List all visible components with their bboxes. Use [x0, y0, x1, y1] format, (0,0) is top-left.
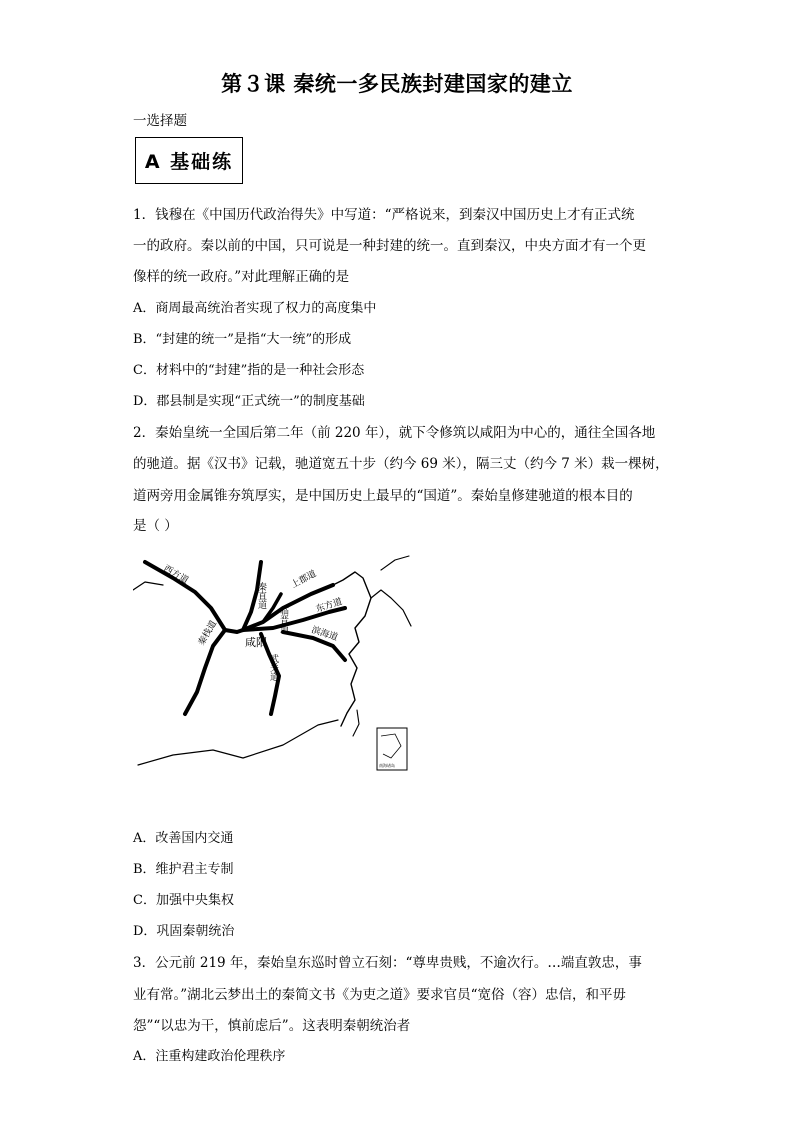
label-west: 西方道	[161, 563, 190, 587]
q2-option-d: D．巩固秦朝统治	[133, 924, 235, 939]
q2-option-b: B．维护君主专制	[133, 862, 234, 877]
q2-line-3: 道两旁用金属锥夯筑厚实，是中国历史上最早的“国道”。秦始皇修建驰道的根本目的	[133, 488, 633, 504]
map-border-south	[138, 720, 338, 765]
coast-north	[381, 556, 409, 570]
q1-option-c: C．材料中的“封建”指的是一种社会形态	[133, 363, 365, 378]
taiwan-outline	[353, 710, 359, 736]
label-qinzhi: 秦直道	[256, 582, 266, 609]
label-inset: 南海诸岛	[379, 763, 395, 768]
q3-line-2: 业有常。”湖北云梦出土的秦简文书《为吏之道》要求官员“宽俗（容）忠信，和平毋	[133, 987, 627, 1003]
label-linjin: 临晋道	[278, 606, 288, 633]
map-border-west	[133, 582, 163, 590]
q1-option-a: A．商周最高统治者实现了权力的高度集中	[133, 301, 377, 316]
q2-line-4: 是（ ）	[133, 518, 178, 534]
q1-option-d: D．郡县制是实现“正式统一”的制度基础	[133, 394, 365, 409]
qin-road-map	[133, 550, 413, 772]
coast-northeast	[371, 590, 411, 626]
q3-option-a: A．注重构建政治伦理秩序	[133, 1049, 286, 1064]
q1-line-3: 像样的统一政府。”对此理解正确的是	[133, 269, 350, 285]
label-xianyang: 咸阳	[245, 636, 267, 649]
q1-line-2: 一的政府。秦以前的中国，只可说是一种封建的统一。直到秦汉，中央方面才有一个更	[133, 238, 646, 254]
label-shangjun: 上郡道	[289, 569, 319, 591]
label-wuguan: 武关道	[268, 654, 278, 681]
label-qinzhan: 秦栈道	[196, 619, 220, 648]
label-binhai: 滨海道	[310, 625, 339, 644]
road-west	[145, 562, 225, 630]
road-dongfang	[243, 608, 345, 630]
page-title: 第３课 秦统一多民族封建国家的建立	[221, 71, 573, 96]
label-dongfang: 东方道	[314, 596, 344, 615]
q1-option-b: B．“封建的统一”是指“大一统”的形成	[133, 332, 352, 347]
q2-option-a: A．改善国内交通	[133, 831, 234, 846]
q1-line-1: 1．钱穆在《中国历代政治得失》中写道：“严格说来，到秦汉中国历史上才有正式统	[133, 207, 635, 223]
q3-line-3: 怨”“以忠为干，慎前虑后”。这表明秦朝统治者	[133, 1018, 411, 1034]
q2-line-1: 2．秦始皇统一全国后第二年（前 220 年），就下令修筑以咸阳为中心的，通往全国各地	[133, 425, 656, 441]
q3-line-1: 3．公元前 219 年，秦始皇东巡时曾立石刻：“尊卑贵贱，不逾次行。…端直敦忠，事	[133, 955, 642, 971]
q2-line-2: 的驰道。据《汉书》记载，驰道宽五十步（约今 69 米），隔三丈（约今 7 米）栽一棵树，	[133, 456, 669, 472]
coastline	[333, 572, 371, 726]
q2-option-c: C．加强中央集权	[133, 893, 234, 908]
level-box: A 基础练	[135, 137, 243, 184]
section-heading: 一选择题	[133, 113, 187, 129]
